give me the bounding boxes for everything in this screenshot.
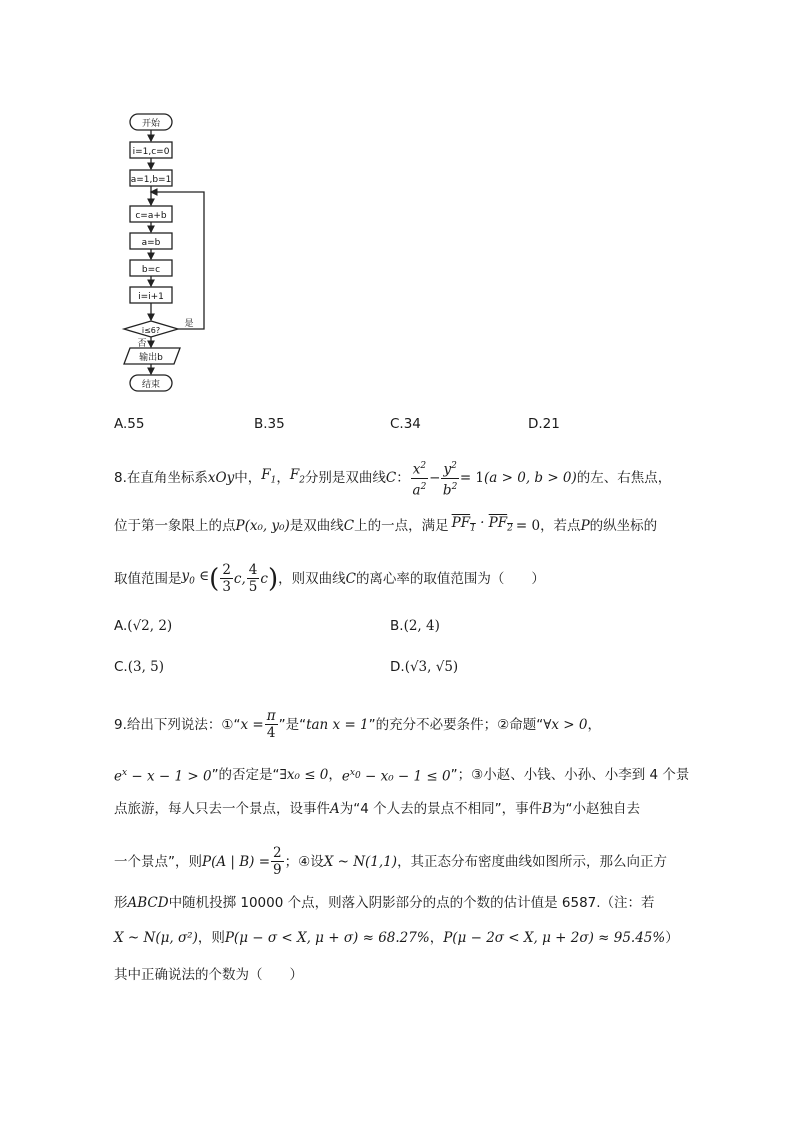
q7-option-d[interactable]: D.21 <box>528 416 560 432</box>
q7-option-c[interactable]: C.34 <box>390 416 421 432</box>
q7-option-b[interactable]: B.35 <box>254 416 285 432</box>
step4-label: i=i+1 <box>138 292 164 302</box>
q8-option-d[interactable]: D.(√3, √5) <box>390 659 459 675</box>
y2-over-b2: $\frac{y^2}{b^2}$ <box>441 458 458 498</box>
q9-line-2: $e^x - x - 1 > 0$ ”的否定是“ ∃x₀ ≤ 0 ， $e^{x_0} - x_0 - 1 \le 0$ ”；③小赵、小钱、小孙、小李到 4 个景 <box>114 766 690 785</box>
step3-label: b=c <box>141 265 161 275</box>
start-label: 开始 <box>141 119 161 129</box>
no-label: 否 <box>137 339 147 349</box>
q8-line-1: 8.在直角坐标系 xOy 中， $F_1$ ， $F_2$ 分别是双曲线 C ： $\frac{x^2}{a^2}$ − $\frac{y^2}{b^2}$ = 1 (a > 0, b > 0) 的左、右焦点， <box>114 458 671 498</box>
init2-label: a=1,b=1 <box>130 175 172 185</box>
q9-line-7: 其中正确说法的个数为（ ） <box>114 967 303 983</box>
step2-label: a=b <box>141 238 161 248</box>
two-thirds: $\frac{2}{3}$ <box>222 562 231 595</box>
end-label: 结束 <box>141 380 161 390</box>
q9-line-5: 形 ABCD 中随机投掷 10000 个点，则落入阴影部分的点的个数的估计值是 6587.（注：若 <box>114 895 655 911</box>
q8-line-3: 取值范围是 $y_0$ ∈ ( $\frac{2}{3}$ c, $\frac{4}{5}$ c ) ，则双曲线 C 的离心率的取值范围为（ ） <box>114 562 545 595</box>
cond-label: i≤6? <box>141 326 161 335</box>
flowchart <box>100 108 220 404</box>
q8-line-2: 位于第一象限上的点 P(x₀, y₀) 是双曲线 C 上的一点，满足 $PF_1 \cdot PF_2$ = 0 ，若点 P 的纵坐标的 <box>114 513 657 539</box>
q7-option-a[interactable]: A.55 <box>114 416 145 432</box>
pi-over-4: $\frac{\pi}{4}$ <box>266 708 276 741</box>
pf1-dot-pf2: $PF_1 \cdot PF_2$ <box>451 515 513 534</box>
q8-option-b[interactable]: B.(2, 4) <box>390 618 440 634</box>
q9-line-4: 一个景点”，则 P(A | B) = $\frac{2}{9}$ ；④设 X ~ N(1,1) ，其正态分布密度曲线如图所示，那么向正方 <box>114 845 668 878</box>
step1-label: c=a+b <box>135 211 167 221</box>
q8-option-c[interactable]: C.(3, 5) <box>114 659 165 675</box>
four-fifths: $\frac{4}{5}$ <box>248 562 258 595</box>
q8-option-a[interactable]: A.(√2, 2) <box>114 618 173 634</box>
q9-line-1: 9.给出下列说法：①“ x = $\frac{\pi}{4}$ ”是“ tan x = 1 ”的充分不必要条件；②命题“ ∀x > 0 ， <box>114 708 601 741</box>
init1-label: i=1,c=0 <box>132 147 170 157</box>
q9-line-6: X ~ N(μ, σ²) ，则 P(μ − σ < X, μ + σ) ≈ 68.27% ， P(μ − 2σ < X, μ + 2σ) ≈ 95.45% ） <box>114 930 679 946</box>
x2-over-a2: $\frac{x^2}{a^2}$ <box>411 458 428 498</box>
two-ninths: $\frac{2}{9}$ <box>273 845 282 878</box>
output-label: 输出b <box>139 353 163 363</box>
q9-line-3: 点旅游，每人只去一个景点，设事件 A 为“4 个人去的景点不相同”，事件 B 为“小赵独自去 <box>114 801 641 817</box>
yes-label: 是 <box>184 319 194 329</box>
